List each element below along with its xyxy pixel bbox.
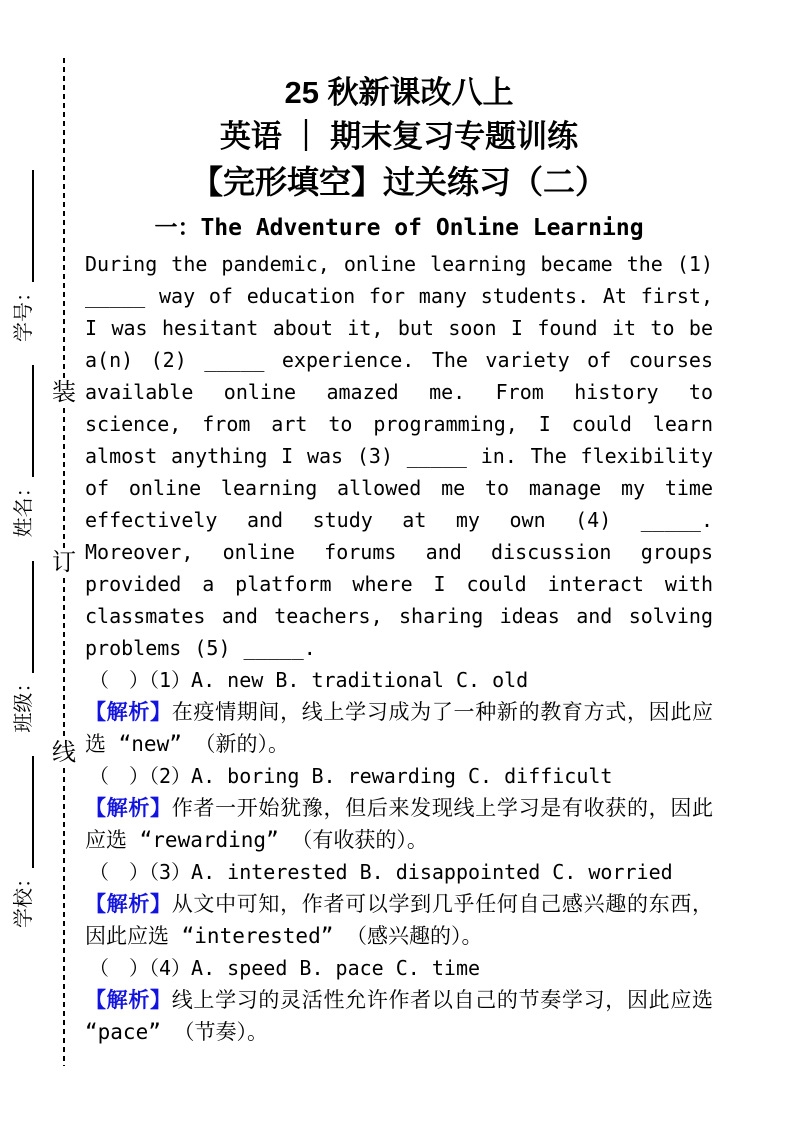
document-body xyxy=(85,60,713,1048)
questions-section xyxy=(85,664,713,1048)
question-item-4 xyxy=(85,952,713,1048)
analysis-text: 从文中可知，作者可以学到几乎任何自己感兴趣的东西，因此应选 “interested” （感兴趣的）。 xyxy=(85,892,714,948)
analysis-text: 作者一开始犹豫，但后来发现线上学习是有收获的，因此应选 “rewarding” （有收获的）。 xyxy=(85,796,714,852)
student-info-fields xyxy=(4,170,38,928)
analysis-tag: 【解析】 xyxy=(85,700,172,724)
field-class xyxy=(7,561,36,733)
question-4-analysis xyxy=(85,984,713,1048)
analysis-tag: 【解析】 xyxy=(85,796,172,820)
field-student-id xyxy=(7,170,36,342)
field-school-label: 学校： xyxy=(10,868,35,928)
question-item-3 xyxy=(85,856,713,952)
passage-section-title: 一：The Adventure of Online Learning xyxy=(154,215,644,241)
binding-dash-segment xyxy=(63,58,65,378)
binding-dash-segment xyxy=(63,768,65,1066)
question-4-options-line: （ ）（4）A. speed B. pace C. time xyxy=(89,956,481,980)
analysis-text: 线上学习的灵活性允许作者以自己的节奏学习，因此应选 “pace” （节奏）。 xyxy=(85,988,714,1044)
question-item-1 xyxy=(85,664,713,760)
doc-title-line-3: 【完形填空】过关练习（二） xyxy=(190,164,607,200)
field-school-blank-line xyxy=(8,756,34,868)
analysis-tag: 【解析】 xyxy=(85,892,172,916)
field-class-label: 班级： xyxy=(10,672,35,733)
field-student-id-blank-line xyxy=(8,170,34,282)
question-2-options-line: （ ）（2）A. boring B. rewarding C. difficult xyxy=(89,764,613,788)
field-name xyxy=(7,365,36,537)
analysis-tag: 【解析】 xyxy=(85,988,172,1012)
binding-mark-xian: 线 xyxy=(52,740,76,766)
field-class-blank-line xyxy=(8,561,34,673)
binding-line xyxy=(54,58,74,1066)
binding-dash-segment xyxy=(63,408,65,548)
question-2-analysis xyxy=(85,792,713,856)
field-name-blank-line xyxy=(8,365,34,477)
question-3-options-line: （ ）（3）A. interested B. disappointed C. worried xyxy=(89,860,673,884)
question-1-analysis xyxy=(85,696,713,760)
binding-dash-segment xyxy=(63,578,65,738)
binding-mark-zhuang: 装 xyxy=(52,380,76,406)
analysis-text: 在疫情期间，线上学习成为了一种新的教育方式，因此应选 “new” （新的）。 xyxy=(85,700,714,756)
binding-mark-ding: 订 xyxy=(52,550,76,576)
field-school xyxy=(7,756,36,928)
doc-title-line-1: 25 秋新课改八上 xyxy=(284,75,514,110)
field-name-label: 姓名： xyxy=(10,477,35,538)
doc-title-line-2: 英语 ｜ 期末复习专题训练 xyxy=(219,119,579,154)
question-3-analysis xyxy=(85,888,713,952)
question-1-options-line: （ ）（1）A. new B. traditional C. old xyxy=(89,668,529,692)
cloze-passage: During the pandemic, online learning became the (1) _____ way of education for many students. At first, I was hesitant about it, but soon I found it to be a(n) (2) _____ experience. The variety of courses available online amazed me. From history to science, from art to programming, I could learn almost anything I was (3) _____ in. The flexibility of online learning allowed me to manage my time effectively and study at my own (4) _____. Moreover, online forums and discussion groups provided a platform where I could interact with classmates and teachers, sharing ideas and solving problems (5) _____. xyxy=(85,252,713,660)
question-item-2 xyxy=(85,760,713,856)
field-student-id-label: 学号： xyxy=(10,282,35,343)
